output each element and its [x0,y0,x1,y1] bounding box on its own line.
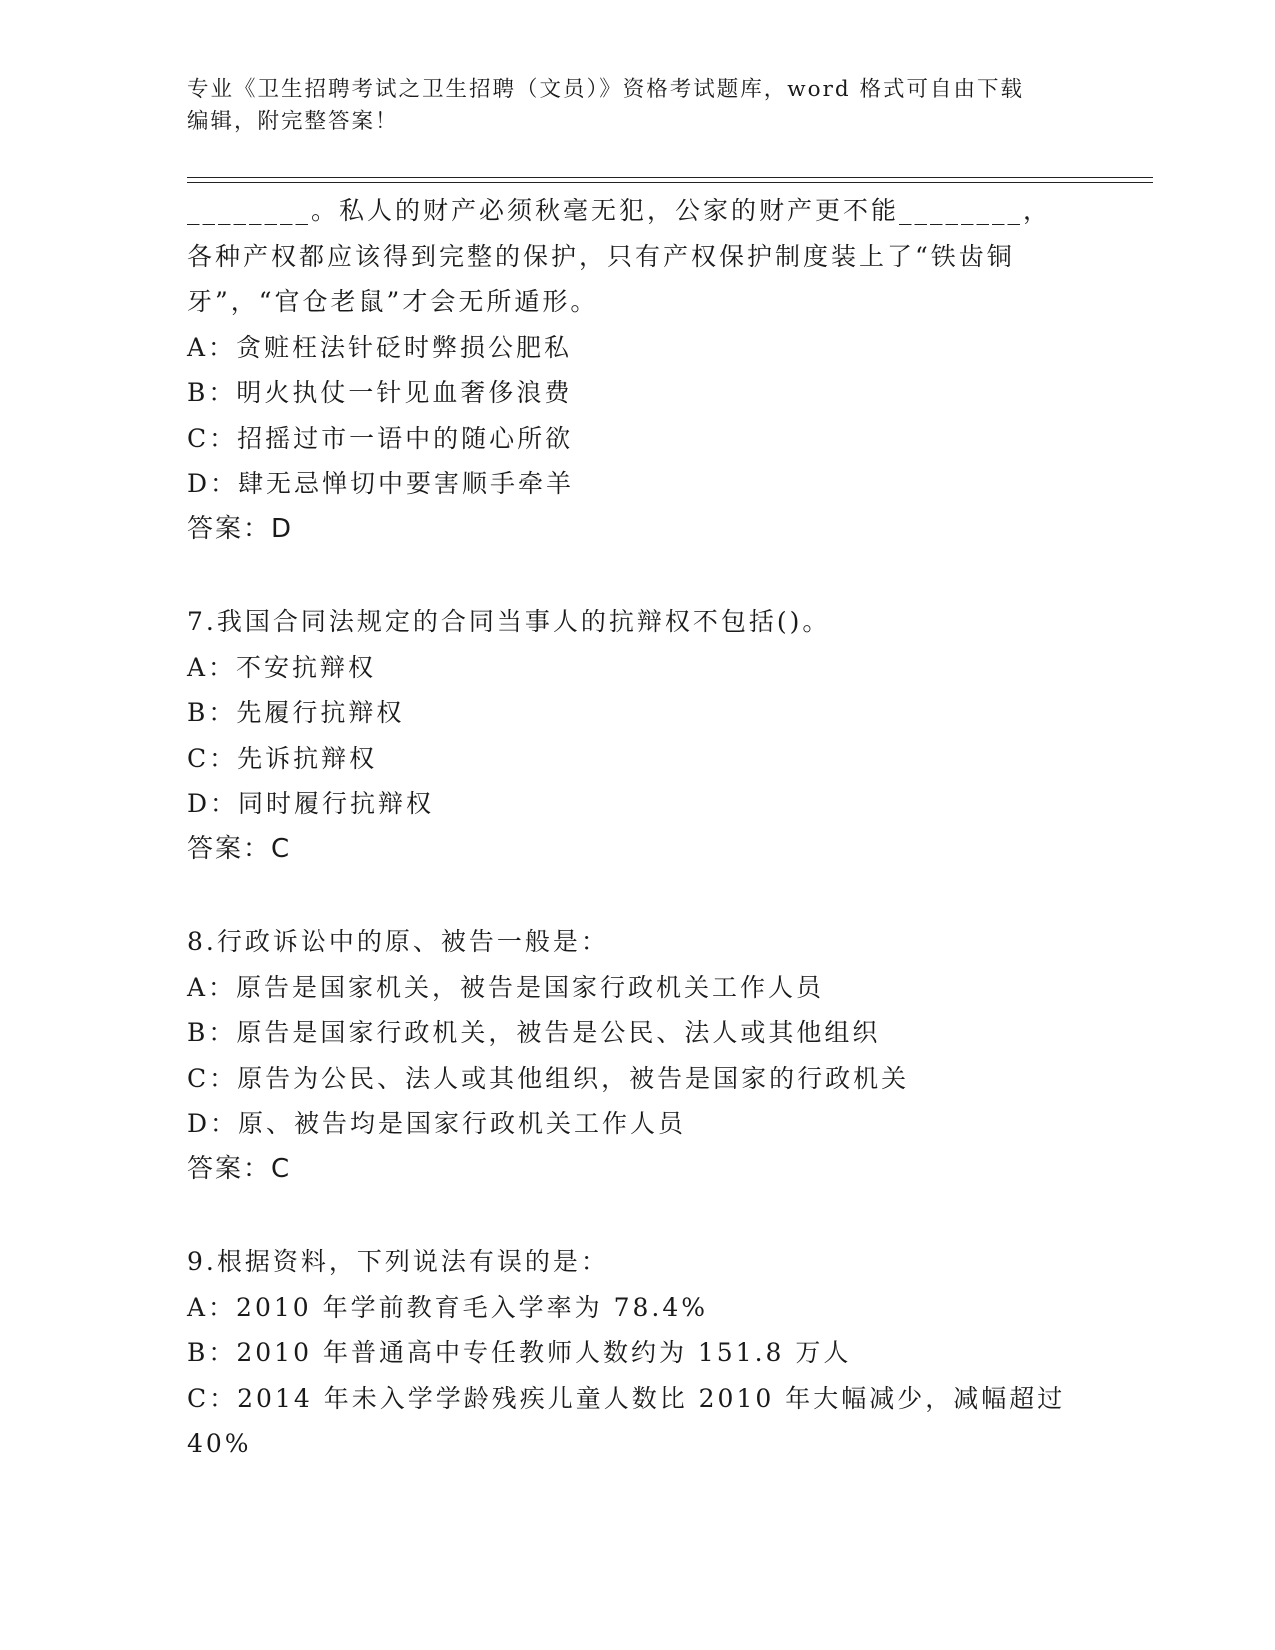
option-c-continued: 40% [187,1429,252,1458]
question-stem-line: ________。私人的财产必须秋毫无犯，公家的财产更不能________， [187,196,1052,225]
answer: 答案：C [187,1153,292,1184]
option-d: D：肆无忌惮切中要害顺手牵羊 [187,469,575,498]
header-divider-top [187,177,1153,178]
option-b: B：原告是国家行政机关，被告是公民、法人或其他组织 [187,1018,881,1047]
header-line-2: 编辑，附完整答案！ [187,109,399,134]
question-7 [187,599,1087,872]
header-divider-bottom [187,182,1153,183]
option-d: D：原、被告均是国家行政机关工作人员 [187,1109,687,1138]
question-9 [187,1239,1087,1467]
question-list [187,188,1087,1467]
spacer [187,1192,1087,1239]
option-c: C：2014 年未入学学龄残疾儿童人数比 2010 年大幅减少，减幅超过 [187,1383,1066,1413]
question-stem-line: 牙”，“官仓老鼠”才会无所遁形。 [187,287,599,316]
question-stem: 8.行政诉讼中的原、被告一般是： [187,927,609,956]
spacer [187,552,1087,599]
option-c: C：招摇过市一语中的随心所欲 [187,423,574,453]
question-8 [187,919,1087,1192]
option-a: A：不安抗辩权 [187,652,377,682]
header-line-1: 专业《卫生招聘考试之卫生招聘（文员）》资格考试题库，word 格式可自由下载 [187,77,1024,102]
option-a: A：贪赃枉法针砭时弊损公肥私 [187,332,573,362]
option-b: B：2010 年普通高中专任教师人数约为 151.8 万人 [187,1338,852,1367]
question-stem-line: 各种产权都应该得到完整的保护，只有产权保护制度装上了“铁齿铜 [187,241,1015,271]
spacer [187,872,1087,919]
option-c: C：先诉抗辩权 [187,743,378,773]
option-a: A：原告是国家机关，被告是国家行政机关工作人员 [187,972,825,1002]
option-d: D：同时履行抗辩权 [187,789,435,818]
option-b: B：先履行抗辩权 [187,698,405,727]
option-c: C：原告为公民、法人或其他组织，被告是国家的行政机关 [187,1063,910,1093]
option-b: B：明火执仗一针见血奢侈浪费 [187,378,573,407]
document-header [187,74,1087,138]
answer: 答案：D [187,513,294,544]
question-stem: 9.根据资料，下列说法有误的是： [187,1247,609,1276]
question-6 [187,188,1087,552]
option-a: A：2010 年学前教育毛入学率为 78.4% [187,1292,708,1322]
answer: 答案：C [187,833,292,864]
question-stem: 7.我国合同法规定的合同当事人的抗辩权不包括()。 [187,607,831,636]
